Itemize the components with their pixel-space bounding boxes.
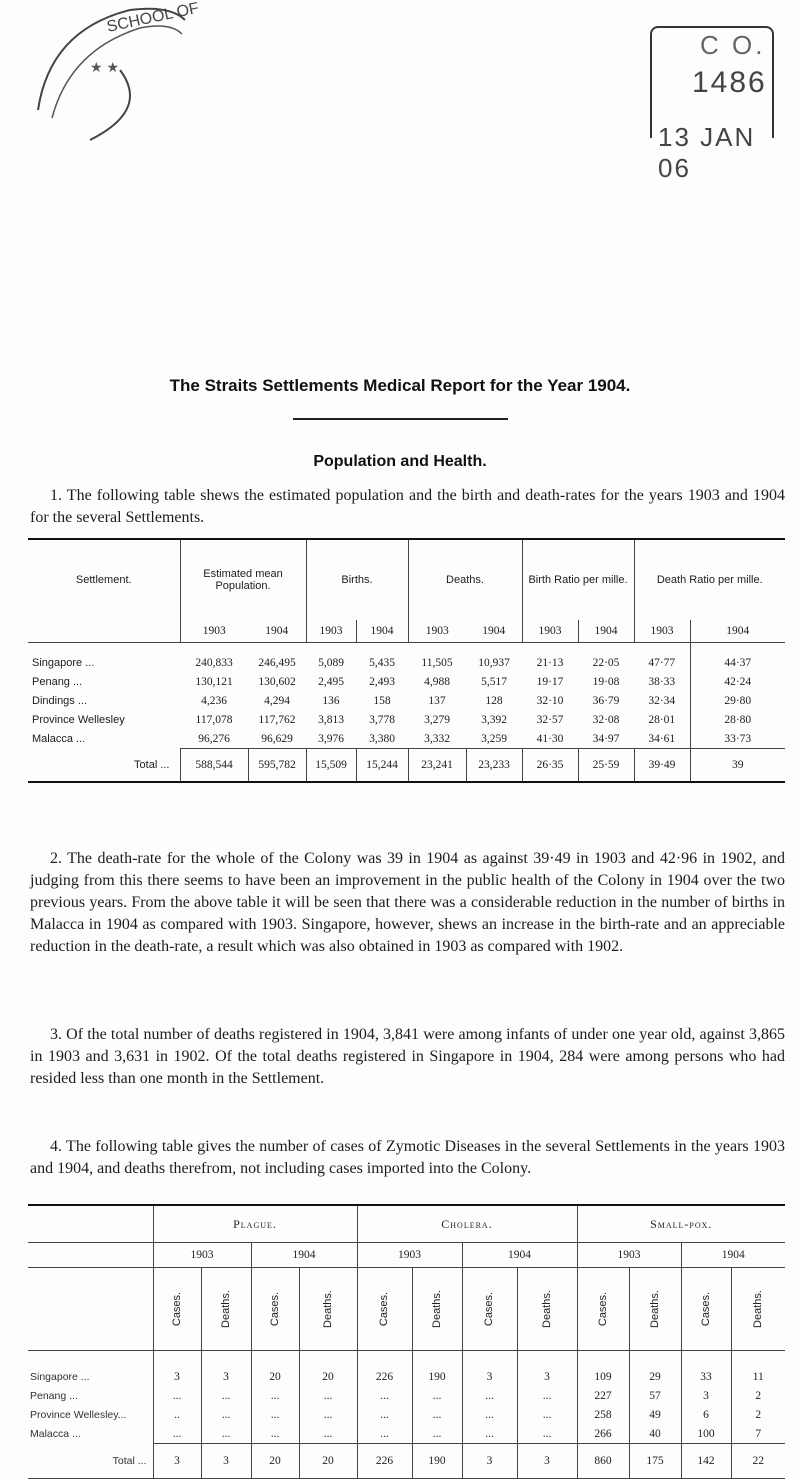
year-header: 1903 — [634, 620, 690, 643]
cell: 3 — [462, 1351, 517, 1387]
cell: 240,833 — [195, 656, 233, 669]
cell: ... — [357, 1386, 412, 1405]
total-label: Total ... — [112, 1454, 147, 1467]
cell: 226 — [357, 1444, 412, 1479]
cell: 2,495 — [318, 675, 344, 688]
cell: 136 — [322, 694, 340, 707]
cell: ... — [517, 1405, 577, 1424]
col-cases: Cases. — [597, 1291, 609, 1327]
cell: ... — [299, 1386, 357, 1405]
cell: 26·35 — [522, 749, 578, 783]
cell: ... — [251, 1405, 299, 1424]
cell: 15,509 — [306, 749, 356, 783]
cell: ... — [299, 1424, 357, 1444]
total-label: Total ... — [134, 758, 170, 771]
cell: 36·79 — [592, 694, 620, 707]
cell: 57 — [629, 1386, 681, 1405]
col-death-ratio: Death Ratio per mille. — [634, 539, 785, 620]
group-plague: Plague. — [153, 1205, 357, 1243]
cell: 3 — [201, 1444, 251, 1479]
year-header: 1903 — [577, 1243, 681, 1268]
cell: 3,976 — [318, 732, 344, 745]
cell: 3,778 — [369, 713, 395, 726]
cell: 20 — [251, 1444, 299, 1479]
year-header: 1903 — [153, 1243, 251, 1268]
settlement-name: Dindings ... — [32, 694, 88, 707]
cell: 42·24 — [690, 672, 785, 691]
settlement-name: Malacca ... — [30, 1427, 81, 1440]
cell: 3 — [153, 1351, 201, 1387]
cell: 19·17 — [536, 675, 564, 688]
cell: 39 — [690, 749, 785, 783]
svg-text:SCHOOL OF: SCHOOL OF — [105, 0, 201, 36]
section-title: Population and Health. — [313, 453, 487, 470]
cell: 49 — [629, 1405, 681, 1424]
cell: 7 — [731, 1424, 785, 1444]
cell: 19·08 — [592, 675, 620, 688]
cell: 11 — [731, 1351, 785, 1387]
cell: ... — [412, 1424, 462, 1444]
cell: 96,629 — [261, 732, 293, 745]
cell: ... — [153, 1386, 201, 1405]
report-title: The Straits Settlements Medical Report for the Year 1904. — [169, 376, 631, 395]
cell: 258 — [577, 1405, 629, 1424]
col-deaths: Deaths. — [408, 539, 522, 620]
table-row — [28, 1405, 785, 1424]
cell: 130,602 — [258, 675, 296, 688]
year-header: 1903 — [357, 1243, 462, 1268]
year-header: 1904 — [356, 620, 408, 643]
cell: ... — [357, 1424, 412, 1444]
cell: 128 — [485, 694, 503, 707]
cell: 137 — [428, 694, 446, 707]
settlement-name: Singapore ... — [30, 1370, 90, 1383]
cell: 5,089 — [318, 656, 344, 669]
cell: 5,435 — [369, 656, 395, 669]
cell: 29 — [629, 1351, 681, 1387]
cell: 20 — [251, 1351, 299, 1387]
cell: 158 — [373, 694, 391, 707]
table-row — [28, 672, 785, 691]
table-row — [28, 1386, 785, 1405]
col-cases: Cases. — [700, 1291, 712, 1327]
table-row — [28, 710, 785, 729]
cell: ... — [201, 1424, 251, 1444]
cell: 21·13 — [536, 656, 564, 669]
cell: 3,332 — [424, 732, 450, 745]
cell: 44·37 — [690, 643, 785, 673]
title-divider — [293, 418, 508, 420]
cell: ... — [462, 1424, 517, 1444]
cell: 25·59 — [578, 749, 634, 783]
year-header: 1904 — [466, 620, 522, 643]
cell: 3 — [517, 1444, 577, 1479]
cell: 34·97 — [592, 732, 620, 745]
cell: 10,937 — [478, 656, 510, 669]
cell: 23,233 — [466, 749, 522, 783]
table-row — [28, 1351, 785, 1387]
cell: 4,294 — [264, 694, 290, 707]
cell: 5,517 — [481, 675, 507, 688]
cell: ... — [357, 1405, 412, 1424]
group-smallpox: Small-pox. — [577, 1205, 785, 1243]
col-deaths: Deaths. — [648, 1290, 661, 1328]
cell: 3,279 — [424, 713, 450, 726]
col-cases: Cases. — [269, 1291, 281, 1327]
cell: 39·49 — [634, 749, 690, 783]
paragraph-2: 2. The death-rate for the whole of the Colony was 39 in 1904 as against 39·49 in 1903 and 42·96 in 1902, and judging from this there seems to have been an improvement in the public health of the Colony in 1904 over the two previous years. From the above table it will be seen that there was a considerable reduction in the number of births in Malacca in 1904 as compared with 1903. Singapore, however, shews an increase in the birth-rate and an appreciable reduction in the death-rate, a result which was also obtained in 1903 as compared with 1902. — [30, 850, 785, 955]
cell: ... — [251, 1386, 299, 1405]
year-header: 1904 — [690, 620, 785, 643]
total-row — [28, 749, 785, 783]
cell: 3 — [681, 1386, 731, 1405]
cell: 595,782 — [248, 749, 306, 783]
settlement-name: Province Wellesley... — [30, 1408, 127, 1421]
year-header: 1903 — [306, 620, 356, 643]
cell: ... — [201, 1386, 251, 1405]
cell: 117,078 — [195, 713, 233, 726]
settlement-name: Malacca ... — [32, 732, 86, 745]
cell: ... — [299, 1405, 357, 1424]
cell: 3,259 — [481, 732, 507, 745]
cell: 190 — [412, 1351, 462, 1387]
cell: ... — [517, 1386, 577, 1405]
year-header: 1903 — [180, 620, 248, 643]
cell: 266 — [577, 1424, 629, 1444]
col-deaths: Deaths. — [321, 1290, 334, 1328]
cell: 3,380 — [369, 732, 395, 745]
col-deaths: Deaths. — [219, 1290, 232, 1328]
zymotic-diseases-table — [28, 1204, 785, 1479]
cell: 20 — [299, 1444, 357, 1479]
library-stamp — [30, 0, 201, 150]
total-row — [28, 1444, 785, 1479]
cell: 22·05 — [592, 656, 620, 669]
cell: 130,121 — [195, 675, 233, 688]
cell: 588,544 — [180, 749, 248, 783]
cell: .. — [153, 1405, 201, 1424]
cell: 190 — [412, 1444, 462, 1479]
cell: 4,988 — [424, 675, 450, 688]
cell: 142 — [681, 1444, 731, 1479]
cell: 29·80 — [690, 691, 785, 710]
cell: 3 — [201, 1351, 251, 1387]
year-header: 1903 — [522, 620, 578, 643]
paragraph-4: 4. The following table gives the number of cases of Zymotic Diseases in the several Settlements in the years 1903 and 1904, and deaths therefrom, not including cases imported into the Colony. — [30, 1138, 785, 1177]
cell: 226 — [357, 1351, 412, 1387]
cell: 246,495 — [258, 656, 296, 669]
year-header: 1903 — [408, 620, 466, 643]
col-deaths: Deaths. — [430, 1290, 443, 1328]
year-header: 1904 — [681, 1243, 785, 1268]
cell: 11,505 — [421, 656, 453, 669]
cell: 32·57 — [536, 713, 564, 726]
stamp-date: 13 JAN 06 — [658, 122, 756, 183]
year-header: 1904 — [462, 1243, 577, 1268]
group-cholera: Cholera. — [357, 1205, 577, 1243]
paragraph-3: 3. Of the total number of deaths registered in 1904, 3,841 were among infants of under one year old, against 3,865 in 1903 and 3,631 in 1902. Of the total deaths registered in Singapore in 1904, 284 were among persons who had resided less than one month in the Settlement. — [30, 1026, 785, 1087]
cell: ... — [412, 1405, 462, 1424]
cell: 28·01 — [648, 713, 676, 726]
cell: 33 — [681, 1351, 731, 1387]
cell: 860 — [577, 1444, 629, 1479]
cell: 117,762 — [258, 713, 296, 726]
cell: 28·80 — [690, 710, 785, 729]
cell: 32·34 — [648, 694, 676, 707]
cell: 96,276 — [198, 732, 230, 745]
cell: 4,236 — [201, 694, 227, 707]
col-population: Estimated mean Population. — [180, 539, 306, 620]
settlement-name: Singapore ... — [32, 656, 95, 669]
col-settlement: Settlement. — [75, 574, 132, 586]
cell: ... — [251, 1424, 299, 1444]
cell: 3 — [153, 1444, 201, 1479]
table-row — [28, 1424, 785, 1444]
cell: 100 — [681, 1424, 731, 1444]
population-table — [28, 538, 785, 783]
svg-text:★ ★: ★ ★ — [90, 59, 119, 75]
stamp-office: C O. — [700, 30, 766, 60]
cell: 15,244 — [356, 749, 408, 783]
cell: 40 — [629, 1424, 681, 1444]
cell: ... — [517, 1424, 577, 1444]
settlement-name: Province Wellesley — [32, 713, 125, 726]
cell: ... — [153, 1424, 201, 1444]
table-row — [28, 643, 785, 673]
cell: 227 — [577, 1386, 629, 1405]
cell: 2 — [731, 1405, 785, 1424]
paragraph-1: 1. The following table shews the estimated population and the birth and death-rates for the years 1903 and 1904 for the several Settlements. — [30, 487, 785, 526]
cell: 38·33 — [648, 675, 676, 688]
cell: 23,241 — [408, 749, 466, 783]
cell: 32·10 — [536, 694, 564, 707]
cell: 22 — [731, 1444, 785, 1479]
cell: 47·77 — [648, 656, 676, 669]
cell: 3 — [462, 1444, 517, 1479]
stamp-number: 1486 — [692, 66, 767, 99]
col-births: Births. — [306, 539, 408, 620]
settlement-name: Penang ... — [30, 1389, 78, 1402]
table-row — [28, 691, 785, 710]
col-deaths: Deaths. — [540, 1290, 553, 1328]
cell: 33·73 — [690, 729, 785, 749]
col-birth-ratio: Birth Ratio per mille. — [522, 539, 634, 620]
year-header: 1904 — [248, 620, 306, 643]
cell: 2 — [731, 1386, 785, 1405]
cell: 109 — [577, 1351, 629, 1387]
table-row — [28, 729, 785, 749]
cell: ... — [412, 1386, 462, 1405]
cell: 20 — [299, 1351, 357, 1387]
year-header: 1904 — [578, 620, 634, 643]
cell: ... — [201, 1405, 251, 1424]
cell: ... — [462, 1386, 517, 1405]
cell: 3,392 — [481, 713, 507, 726]
cell: 32·08 — [592, 713, 620, 726]
cell: 2,493 — [369, 675, 395, 688]
col-cases: Cases. — [378, 1291, 391, 1327]
cell: 175 — [629, 1444, 681, 1479]
settlement-name: Penang ... — [32, 675, 83, 688]
col-deaths: Deaths. — [752, 1290, 765, 1328]
year-header: 1904 — [251, 1243, 357, 1268]
cell: ... — [462, 1405, 517, 1424]
received-stamp — [648, 18, 790, 183]
col-cases: Cases. — [171, 1291, 183, 1327]
cell: 6 — [681, 1405, 731, 1424]
cell: 34·61 — [648, 732, 676, 745]
cell: 3,813 — [318, 713, 344, 726]
cell: 41·30 — [536, 732, 564, 745]
col-cases: Cases. — [483, 1291, 496, 1327]
cell: 3 — [517, 1351, 577, 1387]
